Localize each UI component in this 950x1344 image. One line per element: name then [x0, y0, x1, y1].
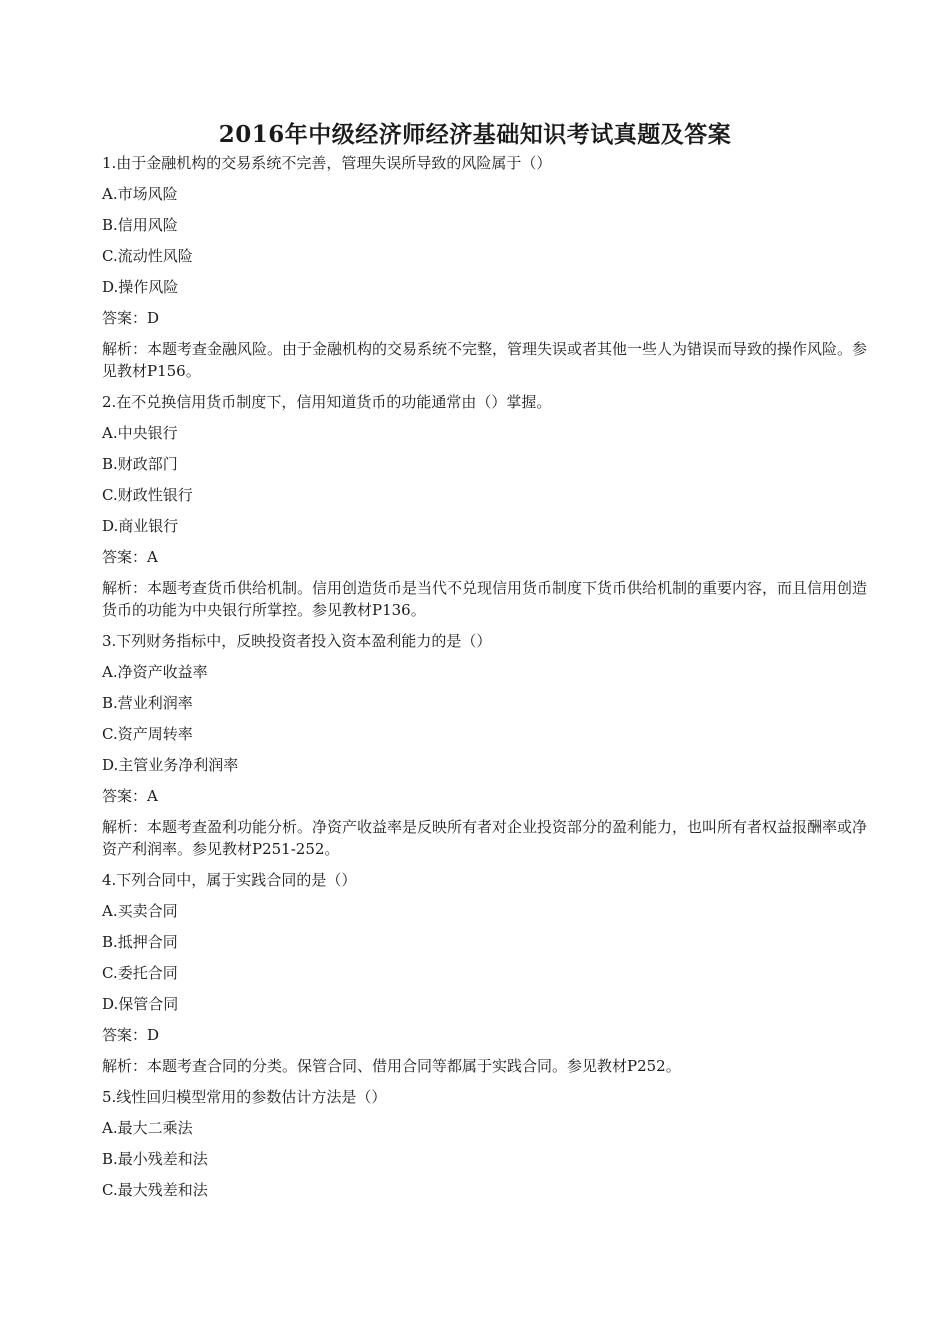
- question-option: B.财政部门: [102, 455, 178, 473]
- question-option: D.保管合同: [102, 995, 179, 1013]
- question-stem: 4.下列合同中，属于实践合同的是（）: [102, 871, 357, 889]
- question-stem: 1.由于金融机构的交易系统不完善，管理失误所导致的风险属于（）: [102, 154, 552, 172]
- question-analysis: 解析：本题考查货币供给机制。信用创造货币是当代不兑现信用货币制度下货币供给机制的重要内容，而且信用创造货币的功能为中央银行所掌控。参见教材P136。: [102, 579, 868, 619]
- question-list: [102, 152, 868, 1210]
- question-option: B.信用风险: [102, 216, 178, 234]
- question-option: C.资产周转率: [102, 725, 193, 743]
- question-option: A.净资产收益率: [102, 663, 208, 681]
- question-option: C.最大残差和法: [102, 1181, 208, 1199]
- question-stem: 2.在不兑换信用货币制度下，信用知道货币的功能通常由（）掌握。: [102, 393, 552, 411]
- question-stem: 3.下列财务指标中，反映投资者投入资本盈利能力的是（）: [102, 632, 492, 650]
- question-answer: 答案：A: [102, 548, 158, 566]
- question-analysis: 解析：本题考查盈利功能分析。净资产收益率是反映所有者对企业投资部分的盈利能力，也叫所有者权益报酬率或净资产利润率。参见教材P251-252。: [102, 818, 868, 858]
- question-option: A.最大二乘法: [102, 1119, 193, 1137]
- question-answer: 答案：A: [102, 787, 158, 805]
- question-stem: 5.线性回归模型常用的参数估计方法是（）: [102, 1088, 387, 1106]
- question-answer: 答案：D: [102, 309, 160, 327]
- question-analysis: 解析：本题考查合同的分类。保管合同、借用合同等都属于实践合同。参见教材P252。: [102, 1057, 681, 1075]
- question-option: C.财政性银行: [102, 486, 193, 504]
- question-option: B.抵押合同: [102, 933, 178, 951]
- question-option: A.市场风险: [102, 185, 178, 203]
- question-option: C.流动性风险: [102, 247, 193, 265]
- question-option: A.中央银行: [102, 424, 178, 442]
- question-option: B.营业利润率: [102, 694, 193, 712]
- document-title: 2016年中级经济师经济基础知识考试真题及答案: [218, 121, 732, 148]
- question-option: A.买卖合同: [102, 902, 178, 920]
- question-option: D.主管业务净利润率: [102, 756, 239, 774]
- question-analysis: 解析：本题考查金融风险。由于金融机构的交易系统不完整，管理失误或者其他一些人为错误而导致的操作风险。参见教材P156。: [102, 340, 868, 380]
- question-option: D.商业银行: [102, 517, 179, 535]
- question-answer: 答案：D: [102, 1026, 160, 1044]
- question-option: D.操作风险: [102, 278, 179, 296]
- question-option: C.委托合同: [102, 964, 178, 982]
- question-option: B.最小残差和法: [102, 1150, 208, 1168]
